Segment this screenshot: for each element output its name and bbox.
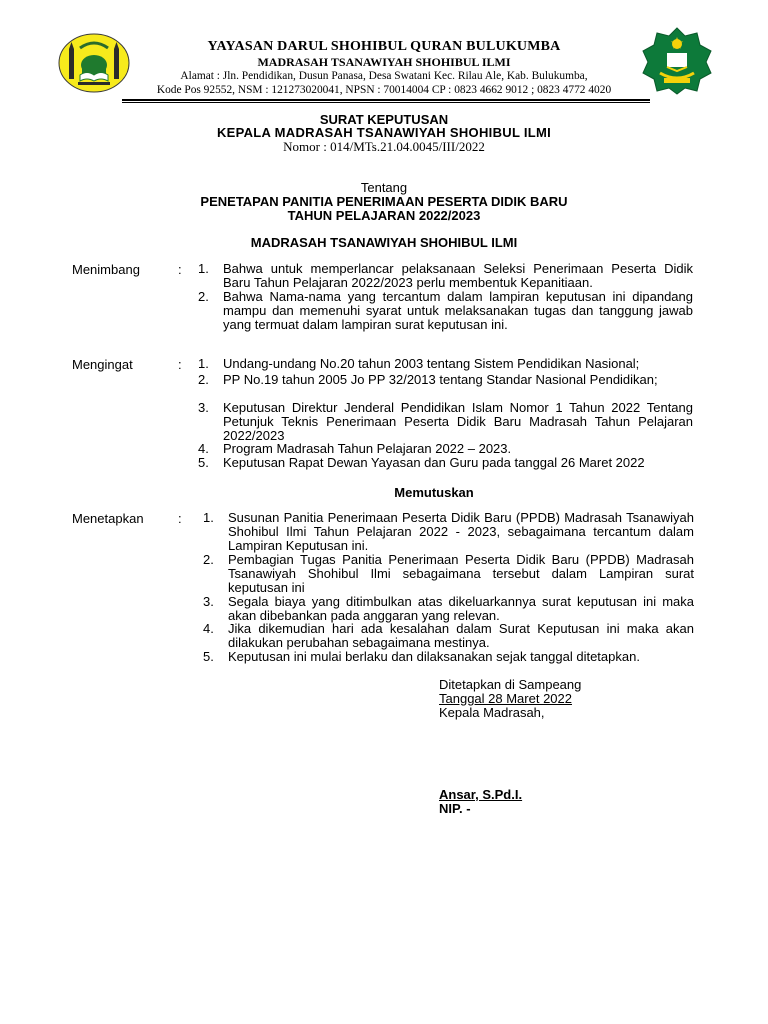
item-number: 4. [198, 441, 209, 456]
institution-name: MADRASAH TSANAWIYAH SHOHIBUL ILMI [250, 235, 518, 250]
item-number: 2. [198, 372, 209, 387]
item-number: 4. [203, 621, 214, 636]
address-line-2: Kode Pos 92552, NSM : 121273020041, NPSN : 70014004 CP : 0823 4662 9012 ; 0823 4772 4020 [156, 84, 612, 96]
address-line-1: Alamat : Jln. Pendidikan, Dusun Panasa, Desa Swatani Kec. Rilau Ale, Kab. Bulukumba, [180, 70, 588, 82]
item-number: 3. [198, 400, 209, 415]
about-label: Tentang [360, 180, 408, 195]
signatory-name: Ansar, S.Pd.I. [439, 787, 523, 802]
recalling-label: Mengingat [72, 357, 133, 372]
item-text: Bahwa untuk memperlancar pelaksanaan Seleksi Penerimaan Peserta Didik Baru Tahun Pelajaran 2022/2023 perlu membentuk Kepanitiaan. [223, 261, 693, 290]
subject-line-2: TAHUN PELAJARAN 2022/2023 [287, 208, 481, 223]
item-text: Undang-undang No.20 tahun 2003 tentang Sistem Pendidikan Nasional; [223, 356, 640, 371]
signatory-nip: NIP. - [439, 801, 471, 816]
item-number: 2. [203, 552, 214, 567]
item-number: 1. [198, 261, 209, 276]
school-name: MADRASAH TSANAWIYAH SHOHIBUL ILMI [257, 55, 511, 69]
letterhead-divider-thick [122, 99, 650, 101]
recalling-colon: : [178, 357, 182, 372]
letterhead-divider-thin [122, 102, 650, 103]
considering-label: Menimbang [72, 262, 140, 277]
signature-place: Ditetapkan di Sampeang [439, 677, 582, 692]
item-number: 5. [203, 649, 214, 664]
considering-colon: : [178, 262, 182, 277]
establishing-label: Menetapkan [72, 511, 144, 526]
item-number: 3. [203, 594, 214, 609]
item-number: 2. [198, 289, 209, 304]
signature-position: Kepala Madrasah, [439, 705, 545, 720]
document-issuer: KEPALA MADRASAH TSANAWIYAH SHOHIBUL ILMI [216, 125, 552, 140]
item-text: Segala biaya yang ditimbulkan atas dikeluarkannya surat keputusan ini maka akan dibebankan pada anggaran yang relevan. [228, 594, 694, 623]
document-title: SURAT KEPUTUSAN [319, 112, 449, 127]
foundation-name: YAYASAN DARUL SHOHIBUL QURAN BULUKUMBA [207, 39, 561, 54]
item-text: Pembagian Tugas Panitia Penerimaan Peserta Didik Baru (PPDB) Madrasah Tsanawiyah Shohibul Ilmi sebagaimana tersebut dalam Lampiran surat keputusan ini [228, 552, 694, 595]
item-text: Keputusan ini mulai berlaku dan dilaksanakan sejak tanggal ditetapkan. [228, 649, 640, 664]
item-text: PP No.19 tahun 2005 Jo PP 32/2013 tentang Standar Nasional Pendidikan; [223, 372, 658, 387]
subject-line-1: PENETAPAN PANITIA PENERIMAAN PESERTA DIDIK BARU [200, 194, 568, 209]
item-text: Keputusan Direktur Jenderal Pendidikan Islam Nomor 1 Tahun 2022 Tentang Petunjuk Teknis Penerimaan Peserta Didik Baru Madrasah Tahun Pelajaran 2022/2023 [223, 400, 693, 443]
item-text: Program Madrasah Tahun Pelajaran 2022 – 2023. [223, 441, 512, 456]
document-number: Nomor : 014/MTs.21.04.0045/III/2022 [283, 139, 485, 154]
establishing-colon: : [178, 511, 182, 526]
signature-date: Tanggal 28 Maret 2022 [439, 691, 572, 706]
item-text: Bahwa Nama-nama yang tercantum dalam lampiran keputusan ini dipandang mampu dan memenuhi syarat untuk melaksanakan tugas dan tanggung jawab yang termuat dalam lampiran surat keputusan ini. [223, 289, 693, 332]
item-text: Keputusan Rapat Dewan Yayasan dan Guru pada tanggal 26 Maret 2022 [223, 455, 645, 470]
item-number: 1. [198, 356, 209, 371]
item-text: Jika dikemudian hari ada kesalahan dalam Surat Keputusan ini maka akan dilakukan perubahan sebagaimana mestinya. [228, 621, 694, 650]
item-number: 5. [198, 455, 209, 470]
decides-label: Memutuskan [394, 485, 474, 500]
item-text: Susunan Panitia Penerimaan Peserta Didik Baru (PPDB) Madrasah Tsanawiyah Shohibul Ilmi Tahun Pelajaran 2022 - 2023, sebagaimana tercantum dalam Lampiran Keputusan ini. [228, 510, 694, 553]
item-number: 1. [203, 510, 214, 525]
